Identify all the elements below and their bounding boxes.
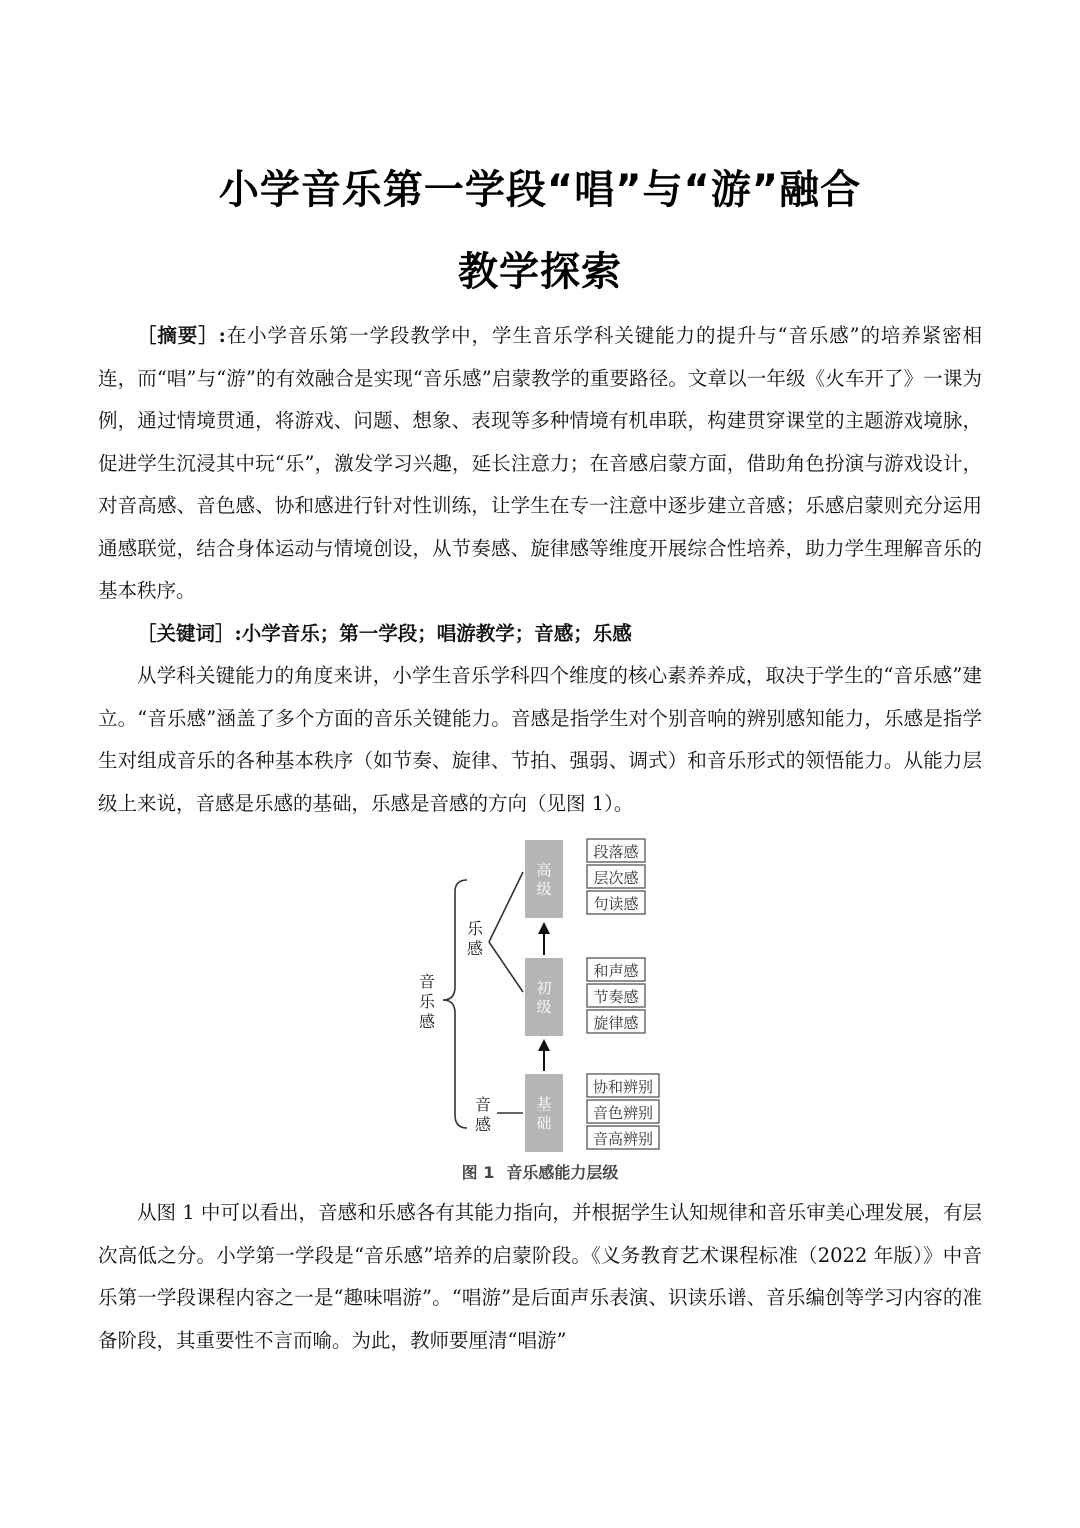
level-block-high [525, 840, 563, 918]
yuegan-branch-basic [489, 942, 523, 992]
figure-diagram [405, 832, 705, 1162]
level-basic-char2: 级 [536, 998, 552, 1016]
item-text-xuanlv: 旋律感 [593, 1014, 639, 1032]
paper-title-line2: 教学探索 [458, 249, 622, 295]
paper-title-line1: 小学音乐第一学段“唱”与“游”融合 [218, 167, 862, 213]
item-text-judou: 句读感 [593, 895, 639, 913]
abstract-label: ［摘要］: [137, 324, 226, 347]
keywords-text: 小学音乐；第一学段；唱游教学；音感；乐感 [241, 622, 632, 645]
item-text-yinse: 音色辨别 [592, 1104, 654, 1122]
level-foundation-char1: 基 [536, 1095, 552, 1113]
item-text-hesheng: 和声感 [593, 962, 639, 980]
item-text-jiezou: 节奏感 [593, 988, 639, 1006]
caption-text: 音乐感能力层级 [506, 1163, 619, 1182]
yuegan-branch-high [489, 872, 523, 942]
keywords-paragraph [98, 613, 982, 656]
figure-caption [0, 1160, 1080, 1183]
root-label-3: 感 [418, 1012, 436, 1031]
caption-number: 图 1 [461, 1163, 495, 1182]
yingan-label-1: 音 [474, 1095, 492, 1114]
level-high-char1: 高 [536, 861, 552, 879]
level-basic-char1: 初 [536, 979, 552, 997]
abstract-text: 在小学音乐第一学段教学中，学生音乐学科关键能力的提升与“音乐感”的培养紧密相连，而“唱”与“游”的有效融合是实现“音乐感”启蒙教学的重要路径。文章以一年级《火车开了》一课为例，通过情境贯通，将游戏、问题、想象、表现等多种情境有机串联，构建贯穿课堂的主题游戏境脉，促进学生沉浸其中玩“乐”，激发学习兴趣，延长注意力；在音感启蒙方面，借助角色扮演与游戏设计，对音高感、音色感、协和感进行针对性训练，让学生在专一注意中逐步建立音感；乐感启蒙则充分运用通感联觉，结合身体运动与情境创设，从节奏感、旋律感等维度开展综合性培养，助力学生理解音乐的基本秩序。 [98, 324, 982, 602]
arrow-up-1-head [538, 922, 550, 934]
yingan-label-2: 感 [474, 1115, 492, 1134]
item-text-yingao: 音高辨别 [592, 1130, 654, 1148]
abstract-paragraph [98, 315, 982, 613]
yuegan-label-1: 乐 [466, 919, 484, 938]
level-block-basic [525, 958, 563, 1036]
item-text-duanluo: 段落感 [593, 843, 639, 861]
level-foundation-char2: 础 [536, 1114, 552, 1132]
body-paragraph-1: 从学科关键能力的角度来讲，小学生音乐学科四个维度的核心素养养成，取决于学生的“音乐感”建立。“音乐感”涵盖了多个方面的音乐关键能力。音感是指学生对个别音响的辨别感知能力，乐感是指学生对组成音乐的各种基本秩序（如节奏、旋律、节拍、强弱、调式）和音乐形式的领悟能力。从能力层级上来说，音感是乐感的基础，乐感是音感的方向（见图 1）。 [98, 664, 982, 815]
yuegan-label-2: 感 [466, 939, 484, 958]
root-label-1: 音 [418, 972, 436, 991]
figure-music-sense-levels [405, 832, 705, 1187]
keywords-label: ［关键词］: [137, 622, 242, 645]
item-text-cengci: 层次感 [593, 869, 639, 887]
item-text-xiehe: 协和辨别 [592, 1078, 654, 1096]
root-label-2: 乐 [418, 992, 436, 1011]
arrow-up-2-head [538, 1039, 550, 1051]
root-brace [443, 880, 467, 1128]
body-paragraph-2: 从图 1 中可以看出，音感和乐感各有其能力指向，并根据学生认知规律和音乐审美心理发展，有层次高低之分。小学第一学段是“音乐感”培养的启蒙阶段。《义务教育艺术课程标准（2022 年版）》中音乐第一学段课程内容之一是“趣味唱游”。“唱游”是后面声乐表演、识读乐谱、音乐编创等学习内容的准备阶段，其重要性不言而喻。为此，教师要厘清“唱游” [98, 1201, 982, 1352]
level-block-foundation [525, 1074, 563, 1152]
level-high-char2: 级 [536, 880, 552, 898]
